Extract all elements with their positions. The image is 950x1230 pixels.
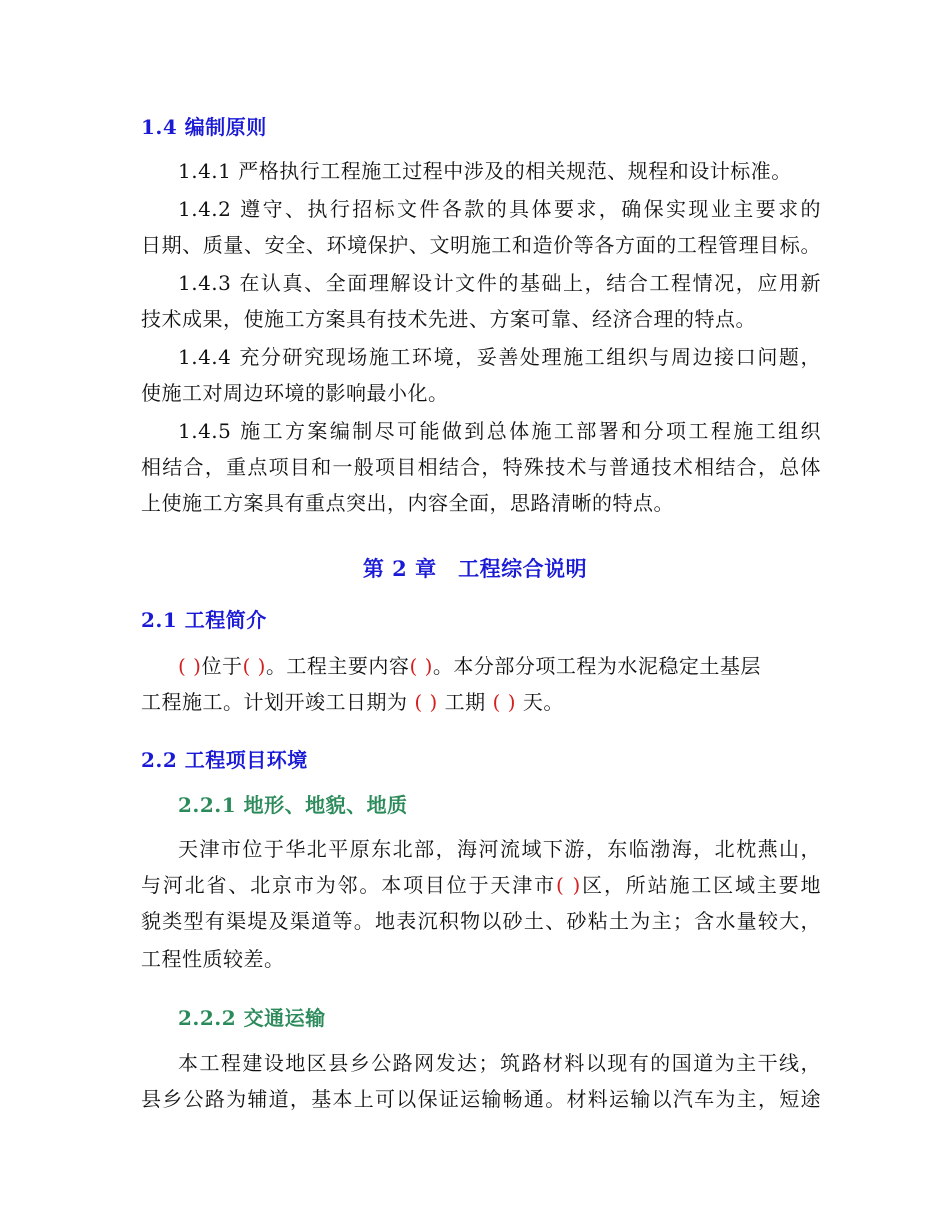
section-heading-1-4: 1.4 编制原则: [141, 115, 267, 139]
paragraph-1-4-2-line-2: 日期、质量、安全、环境保护、文明施工和造价等各方面的工程管理目标。: [141, 233, 821, 257]
paragraph-2-2-2-line-1: 本工程建设地区县乡公路网发达；筑路材料以现有的国道为主干线，: [178, 1051, 821, 1075]
blank-placeholder: ( ): [555, 873, 581, 897]
blank-placeholder: ( ): [492, 690, 517, 714]
section-heading-2-1: 2.1 工程简介: [141, 608, 267, 632]
text-fragment: 与河北省、北京市为邻。本项目位于天津市: [141, 873, 556, 897]
paragraph-1-4-1: 1.4.1 严格执行工程施工过程中涉及的相关规范、规程和设计标准。: [178, 159, 792, 183]
chapter-title: 第 2 章 工程综合说明: [362, 556, 588, 581]
section-heading-2-2: 2.2 工程项目环境: [141, 748, 308, 772]
subsection-heading-2-2-1: 2.2.1 地形、地貌、地质: [178, 793, 408, 817]
paragraph-2-2-1-line-4: 工程性质较差。: [141, 947, 285, 971]
subsection-heading-2-2-2: 2.2.2 交通运输: [178, 1006, 326, 1030]
blank-placeholder: ( ): [414, 690, 438, 714]
paragraph-2-1-line-2: [141, 688, 821, 716]
paragraph-1-4-4-line-2: 使施工对周边环境的影响最小化。: [141, 381, 449, 405]
text-fragment: 位于: [201, 654, 243, 678]
paragraph-1-4-5-line-1: 1.4.5 施工方案编制尽可能做到总体施工部署和分项工程施工组织: [178, 419, 821, 443]
paragraph-2-1-line-1: [178, 652, 821, 680]
paragraph-1-4-3-line-2: 技术成果，使施工方案具有技术先进、方案可靠、经济合理的特点。: [141, 307, 756, 331]
paragraph-1-4-5-line-3: 上使施工方案具有重点突出，内容全面，思路清晰的特点。: [141, 491, 674, 515]
paragraph-1-4-4-line-1: 1.4.4 充分研究现场施工环境，妥善处理施工组织与周边接口问题，: [178, 345, 821, 369]
blank-placeholder: ( ): [178, 654, 202, 678]
paragraph-2-2-1-line-2: [141, 871, 821, 899]
paragraph-2-2-2-line-2: 县乡公路为辅道，基本上可以保证运输畅通。材料运输以汽车为主，短途: [141, 1087, 821, 1111]
text-fragment: 工程施工。计划开竣工日期为: [141, 690, 415, 714]
paragraph-2-2-1-line-1: 天津市位于华北平原东北部，海河流域下游，东临渤海，北枕燕山，: [178, 837, 821, 861]
paragraph-2-2-1-line-3: 貌类型有渠堤及渠道等。地表沉积物以砂土、砂粘土为主；含水量较大，: [141, 909, 821, 933]
text-fragment: 天。: [516, 690, 564, 714]
text-fragment: 区，所站施工区域主要地: [580, 873, 822, 897]
text-fragment: 。本分部分项工程为水泥稳定土基层: [432, 654, 761, 678]
blank-placeholder: ( ): [409, 654, 433, 678]
text-fragment: 工期: [437, 690, 493, 714]
blank-placeholder: ( ): [242, 654, 266, 678]
paragraph-1-4-3-line-1: 1.4.3 在认真、全面理解设计文件的基础上，结合工程情况，应用新: [178, 271, 821, 295]
paragraph-1-4-2-line-1: 1.4.2 遵守、执行招标文件各款的具体要求，确保实现业主要求的: [178, 197, 821, 221]
paragraph-1-4-5-line-2: 相结合，重点项目和一般项目相结合，特殊技术与普通技术相结合，总体: [141, 455, 821, 479]
text-fragment: 。工程主要内容: [265, 654, 410, 678]
